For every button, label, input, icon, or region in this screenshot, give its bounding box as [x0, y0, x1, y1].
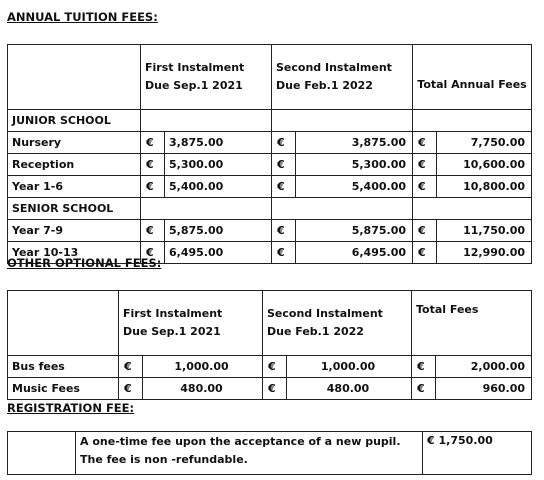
currency-symbol: €	[413, 154, 437, 176]
header-first-instalment	[141, 45, 272, 110]
currency-symbol: €	[413, 242, 437, 264]
registration-table	[7, 431, 532, 475]
row-label: Bus fees	[8, 356, 119, 378]
header-second-line1: Second Instalment	[267, 307, 383, 320]
header-empty	[8, 291, 119, 356]
row-label: Nursery	[8, 132, 141, 154]
row-label: Year 1-6	[8, 176, 141, 198]
first-amount: 6,495.00	[165, 242, 272, 264]
registration-line1: A one-time fee upon the acceptance of a new pupil.	[80, 435, 401, 448]
total-amount: 10,800.00	[437, 176, 532, 198]
currency-symbol: €	[272, 220, 296, 242]
second-amount: 5,875.00	[296, 220, 413, 242]
currency-symbol: €	[263, 356, 287, 378]
tuition-table	[7, 44, 532, 264]
currency-symbol: €	[141, 220, 165, 242]
currency-symbol: €	[119, 356, 143, 378]
header-second-instalment	[263, 291, 412, 356]
currency-symbol: €	[412, 356, 436, 378]
row-label: Reception	[8, 154, 141, 176]
second-amount: 3,875.00	[296, 132, 413, 154]
registration-description	[76, 432, 423, 475]
header-second-line1: Second Instalment	[276, 61, 392, 74]
registration-row	[8, 432, 532, 475]
second-amount: 1,000.00	[287, 356, 412, 378]
table-row	[8, 220, 532, 242]
header-total: Total Fees	[412, 291, 532, 356]
first-amount: 5,875.00	[165, 220, 272, 242]
row-label: Music Fees	[8, 378, 119, 400]
currency-symbol: €	[413, 132, 437, 154]
tuition-heading: ANNUAL TUITION FEES:	[7, 10, 158, 24]
registration-line2: The fee is non -refundable.	[80, 453, 248, 466]
table-row	[8, 132, 532, 154]
currency-symbol: €	[119, 378, 143, 400]
second-amount: 6,495.00	[296, 242, 413, 264]
total-amount: 7,750.00	[437, 132, 532, 154]
optional-heading: OTHER OPTIONAL FEES:	[7, 256, 162, 270]
second-amount: 5,300.00	[296, 154, 413, 176]
tuition-header-row	[8, 45, 532, 110]
registration-empty-cell	[8, 432, 76, 475]
first-amount: 480.00	[143, 378, 263, 400]
header-second-instalment	[272, 45, 413, 110]
header-second-line2: Due Feb.1 2022	[267, 325, 364, 338]
currency-symbol: €	[141, 176, 165, 198]
registration-heading: REGISTRATION FEE:	[7, 401, 135, 415]
second-amount: 5,400.00	[296, 176, 413, 198]
header-total: Total Annual Fees	[413, 45, 532, 110]
first-amount: 5,300.00	[165, 154, 272, 176]
first-amount: 3,875.00	[165, 132, 272, 154]
table-row	[8, 154, 532, 176]
header-second-line2: Due Feb.1 2022	[276, 79, 373, 92]
total-amount: 960.00	[436, 378, 532, 400]
header-empty	[8, 45, 141, 110]
header-first-instalment	[119, 291, 263, 356]
currency-symbol: €	[272, 176, 296, 198]
currency-symbol: €	[141, 132, 165, 154]
currency-symbol: €	[141, 242, 165, 264]
currency-symbol: €	[412, 378, 436, 400]
currency-symbol: €	[272, 154, 296, 176]
currency-symbol: €	[141, 154, 165, 176]
header-first-line2: Due Sep.1 2021	[145, 79, 243, 92]
second-amount: 480.00	[287, 378, 412, 400]
junior-school-label: JUNIOR SCHOOL	[8, 110, 141, 132]
currency-symbol: €	[413, 220, 437, 242]
senior-section-row	[8, 198, 532, 220]
total-amount: 2,000.00	[436, 356, 532, 378]
optional-header-row	[8, 291, 532, 356]
currency-symbol: €	[263, 378, 287, 400]
junior-section-row	[8, 110, 532, 132]
total-amount: 10,600.00	[437, 154, 532, 176]
currency-symbol: €	[272, 132, 296, 154]
table-row	[8, 378, 532, 400]
currency-symbol: €	[413, 176, 437, 198]
row-label: Year 7-9	[8, 220, 141, 242]
header-first-line2: Due Sep.1 2021	[123, 325, 221, 338]
first-amount: 5,400.00	[165, 176, 272, 198]
header-first-line1: First Instalment	[145, 61, 245, 74]
senior-school-label: SENIOR SCHOOL	[8, 198, 141, 220]
table-row	[8, 356, 532, 378]
first-amount: 1,000.00	[143, 356, 263, 378]
optional-table	[7, 290, 532, 400]
row-label: Year 10-13	[8, 242, 141, 264]
total-amount: 12,990.00	[437, 242, 532, 264]
header-first-line1: First Instalment	[123, 307, 223, 320]
total-amount: 11,750.00	[437, 220, 532, 242]
currency-symbol: €	[272, 242, 296, 264]
table-row	[8, 176, 532, 198]
registration-amount: € 1,750.00	[423, 432, 532, 475]
